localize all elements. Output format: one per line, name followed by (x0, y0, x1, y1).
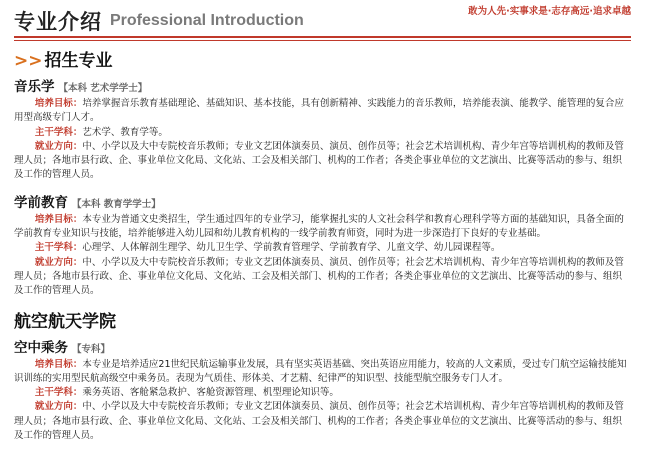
field-label: 就业方向： (34, 401, 83, 413)
field-label: 就业方向： (34, 256, 83, 268)
major-paragraph (14, 241, 631, 255)
field-text: 中、小学以及大中专院校音乐教师；专业文艺团体演奏员、演员、创作员等；社会艺术培训机构、青少年宫等培训机构的教师及管理人员；各地市县行政、企、事业单位文化局、文化站、工会及相关部门、机构的工作者；各类企事业单位的文艺演出、比赛等活动的参与、组织及工作的管理人员。 (14, 256, 624, 297)
section-title-enrollment: >> 招生专业 (14, 51, 113, 71)
major-name: 学前教育 (14, 194, 68, 211)
school-motto: 敢为人先·实事求是·志存高远·追求卓越 (468, 6, 631, 17)
major-paragraph (14, 140, 631, 183)
major-degree-tag: 【专科】 (72, 343, 111, 355)
field-label: 培养目标： (34, 358, 83, 370)
major-paragraph (14, 358, 631, 387)
page-title: 专业介绍 (14, 10, 102, 34)
major-paragraph (14, 97, 631, 126)
major-paragraph (14, 256, 631, 299)
field-label: 培养目标： (34, 213, 83, 225)
major-paragraph (14, 126, 631, 140)
major-name: 空中乘务 (14, 339, 68, 356)
field-label: 培养目标： (34, 98, 83, 109)
major-degree-tag: 【本科 艺术学学士】 (58, 83, 148, 94)
major-paragraph (14, 213, 631, 242)
field-label: 主干学科： (34, 126, 83, 138)
major-paragraph (14, 386, 631, 400)
major-title (14, 336, 631, 356)
main-content (14, 46, 631, 443)
field-label: 主干学科： (34, 387, 83, 399)
field-text: 培养掌握音乐教育基础理论、基础知识、基本技能，具有创新精神、实践能力的音乐教师，培养能表演、能教学、能管理的复合应用型高级专门人才。 (14, 98, 624, 124)
field-label: 就业方向： (34, 140, 83, 152)
section-title-aerospace: 航空航天学院 (14, 311, 116, 332)
page-header (0, 0, 645, 40)
field-text: 乘务英语、客舱紧急救护、客舱资源管理、机型理论知识等。 (82, 387, 339, 399)
field-text: 中、小学以及大中专院校音乐教师；专业文艺团体演奏员、演员、创作员等；社会艺术培训机构、青少年宫等培训机构的教师及管理人员；各地市县行政、企、事业单位文化局、文化站、工会及相关部门、机构的工作者；各类企事业单位的文艺演出、比赛等活动的参与、组织及工作的管理人员。 (14, 140, 624, 181)
field-label: 主干学科： (34, 242, 83, 254)
header-divider-thin (14, 40, 631, 41)
field-text: 艺术学、教育学等。 (82, 126, 168, 138)
field-text: 心理学、人体解剖生理学、幼儿卫生学、学前教育管理学、学前教育学、儿童文学、幼儿园课程等。 (82, 242, 501, 254)
field-text: 本专业为普通文史类招生，学生通过四年的专业学习，能掌握扎实的人文社会科学和教育心理科学等方面的基础知识，具备全面的学前教育专业知识与技能，培养能够进入幼儿园和幼儿教育机构的一线学前教育师资，同时为进一步深造打下良好的专业基础。 (14, 213, 624, 240)
field-text: 本专业是培养适应21世纪民航运输事业发展，具有坚实英语基础、突出英语应用能力，较高的人文素质，受过专门航空运输技能知识训练的实用型民航高级空中乘务员。表现为气质佳、形体美、才艺精、纪律严的知识型、技能型航空服务专门人才。 (14, 358, 627, 384)
field-text: 中、小学以及大中专院校音乐教师；专业文艺团体演奏员、演员、创作员等；社会艺术培训机构、青少年宫等培训机构的教师及管理人员；各地市县行政、企、事业单位文化局、文化站、工会及相关部门、机构的工作者；各类企事业单位的文艺演出、比赛等活动的参与、组织及工作的管理人员。 (14, 401, 624, 442)
major-degree-tag: 【本科 教育学学士】 (72, 198, 161, 210)
header-divider (14, 36, 631, 38)
major-title (14, 191, 631, 211)
major-paragraph (14, 400, 631, 443)
arrows-icon: >> (14, 51, 43, 71)
major-title (14, 75, 631, 95)
major-name: 音乐学 (14, 79, 55, 95)
page-title-english: Professional Introduction (110, 12, 304, 29)
